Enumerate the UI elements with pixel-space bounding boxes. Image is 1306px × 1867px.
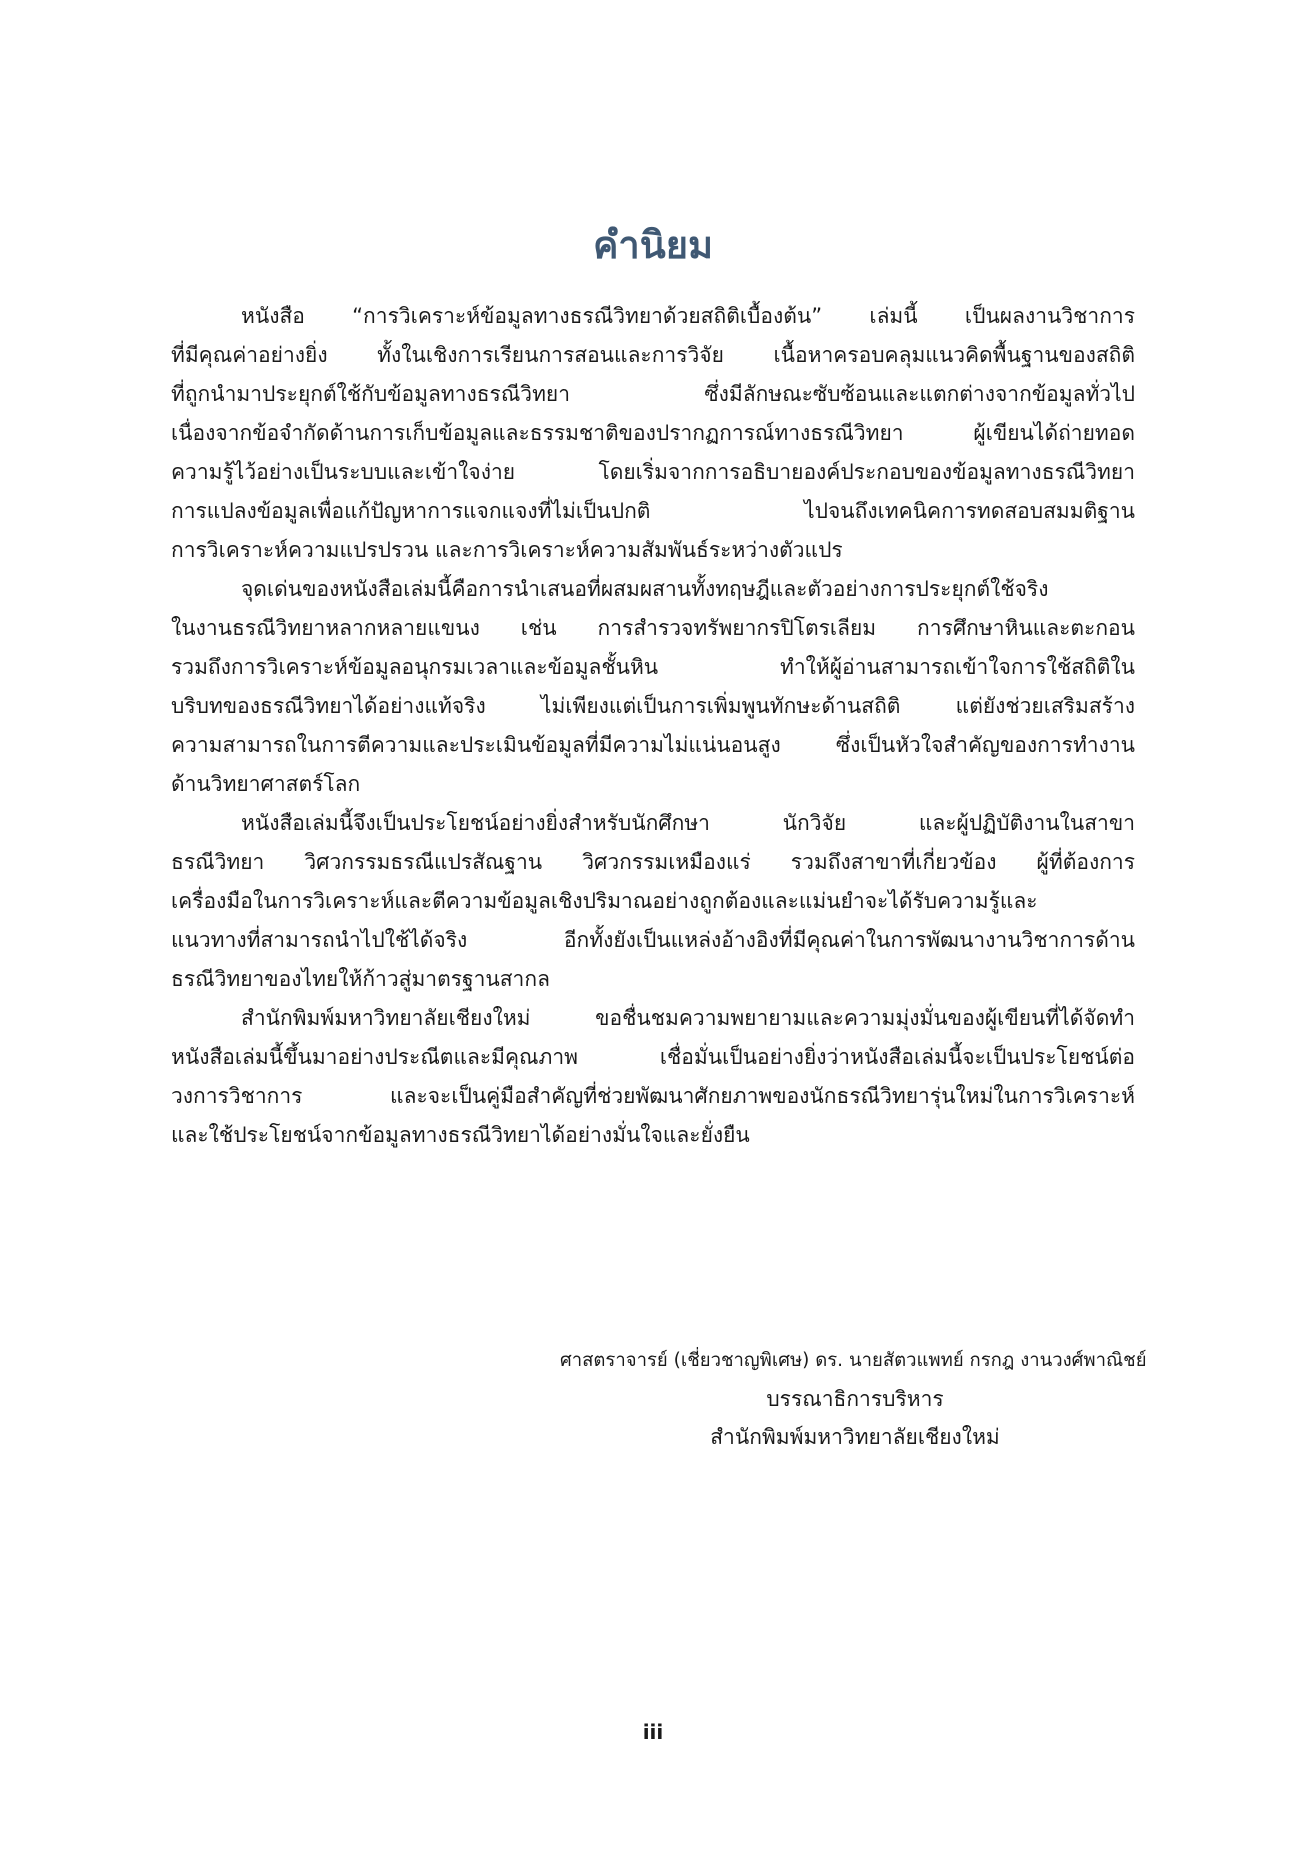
text-line: การวิเคราะห์ความแปรปรวน และการวิเคราะห์ความสัมพันธ์ระหว่างตัวแปร bbox=[171, 538, 843, 562]
text-line: ในงานธรณีวิทยาหลากหลายแขนง เช่น การสำรวจทรัพยากรปิโตรเลียม การศึกษาหินและตะกอน bbox=[171, 616, 1135, 640]
text-line: ความรู้ไว้อย่างเป็นระบบและเข้าใจง่าย โดยเริ่มจากการอธิบายองค์ประกอบของข้อมูลทางธรณีวิทยา bbox=[171, 460, 1135, 484]
text-line: ที่มีคุณค่าอย่างยิ่ง ทั้งในเชิงการเรียนการสอนและการวิจัย เนื้อหาครอบคลุมแนวคิดพื้นฐานของสถิติ bbox=[171, 343, 1135, 367]
paragraph-2 bbox=[171, 570, 1135, 804]
text-line: เครื่องมือในการวิเคราะห์และตีความข้อมูลเชิงปริมาณอย่างถูกต้องและแม่นยำจะได้รับความรู้และ bbox=[171, 889, 1038, 913]
paragraph-3 bbox=[171, 804, 1135, 999]
text-line: แนวทางที่สามารถนำไปใช้ได้จริง อีกทั้งยังเป็นแหล่งอ้างอิงที่มีคุณค่าในการพัฒนางานวิชาการด้าน bbox=[171, 928, 1135, 952]
page-number: iii bbox=[642, 1720, 664, 1744]
text-line: รวมถึงการวิเคราะห์ข้อมูลอนุกรมเวลาและข้อมูลชั้นหิน ทำให้ผู้อ่านสามารถเข้าใจการใช้สถิติใน bbox=[171, 655, 1135, 679]
text-line: หนังสือ “การวิเคราะห์ข้อมูลทางธรณีวิทยาด้วยสถิติเบื้องต้น” เล่มนี้ เป็นผลงานวิชาการ bbox=[241, 304, 1135, 328]
page-title: คำนิยม bbox=[592, 223, 714, 268]
text-line: วงการวิชาการ และจะเป็นคู่มือสำคัญที่ช่วยพัฒนาศักยภาพของนักธรณีวิทยารุ่นใหม่ในการวิเคราะห์ bbox=[171, 1084, 1135, 1108]
text-line: จุดเด่นของหนังสือเล่มนี้คือการนำเสนอที่ผสมผสานทั้งทฤษฎีและตัวอย่างการประยุกต์ใช้จริง bbox=[241, 577, 1049, 601]
text-line: ความสามารถในการตีความและประเมินข้อมูลที่มีความไม่แน่นอนสูง ซึ่งเป็นหัวใจสำคัญของการทำงาน bbox=[171, 733, 1135, 757]
text-line: เนื่องจากข้อจำกัดด้านการเก็บข้อมูลและธรรมชาติของปรากฏการณ์ทางธรณีวิทยา ผู้เขียนได้ถ่ายทอด bbox=[171, 421, 1135, 445]
text-line: ที่ถูกนำมาประยุกต์ใช้กับข้อมูลทางธรณีวิทยา ซึ่งมีลักษณะซับซ้อนและแตกต่างจากข้อมูลทั่วไป bbox=[171, 382, 1135, 406]
text-line: ธรณีวิทยา วิศวกรรมธรณีแปรสัณฐาน วิศวกรรมเหมืองแร่ รวมถึงสาขาที่เกี่ยวข้อง ผู้ที่ต้องการ bbox=[171, 850, 1135, 874]
signatory-organization: สำนักพิมพ์มหาวิทยาลัยเชียงใหม่ bbox=[710, 1425, 1000, 1449]
foreword-body bbox=[171, 297, 1135, 1155]
text-line: ด้านวิทยาศาสตร์โลก bbox=[171, 772, 361, 796]
text-line: การแปลงข้อมูลเพื่อแก้ปัญหาการแจกแจงที่ไม่เป็นปกติ ไปจนถึงเทคนิคการทดสอบสมมติฐาน bbox=[171, 499, 1135, 523]
text-line: หนังสือเล่มนี้ขึ้นมาอย่างประณีตและมีคุณภาพ เชื่อมั่นเป็นอย่างยิ่งว่าหนังสือเล่มนี้จะเป็นประโยชน์ต่อ bbox=[171, 1045, 1135, 1069]
text-line: สำนักพิมพ์มหาวิทยาลัยเชียงใหม่ ขอชื่นชมความพยายามและความมุ่งมั่นของผู้เขียนที่ได้จัดทำ bbox=[241, 1006, 1135, 1030]
text-line: หนังสือเล่มนี้จึงเป็นประโยชน์อย่างยิ่งสำหรับนักศึกษา นักวิจัย และผู้ปฏิบัติงานในสาขา bbox=[241, 811, 1135, 835]
text-line: บริบทของธรณีวิทยาได้อย่างแท้จริง ไม่เพียงแต่เป็นการเพิ่มพูนทักษะด้านสถิติ แต่ยังช่วยเสริมสร้าง bbox=[171, 694, 1135, 718]
text-line: ธรณีวิทยาของไทยให้ก้าวสู่มาตรฐานสากล bbox=[171, 967, 550, 991]
text-line: และใช้ประโยชน์จากข้อมูลทางธรณีวิทยาได้อย่างมั่นใจและยั่งยืน bbox=[171, 1123, 750, 1147]
paragraph-4 bbox=[171, 999, 1135, 1155]
signatory-position: บรรณาธิการบริหาร bbox=[766, 1387, 944, 1411]
signatory-name: ศาสตราจารย์ (เชี่ยวชาญพิเศษ) ดร. นายสัตวแพทย์ กรกฎ งานวงศ์พาณิชย์ bbox=[560, 1350, 1147, 1371]
paragraph-1 bbox=[171, 297, 1135, 570]
signature-block bbox=[560, 1342, 1150, 1456]
